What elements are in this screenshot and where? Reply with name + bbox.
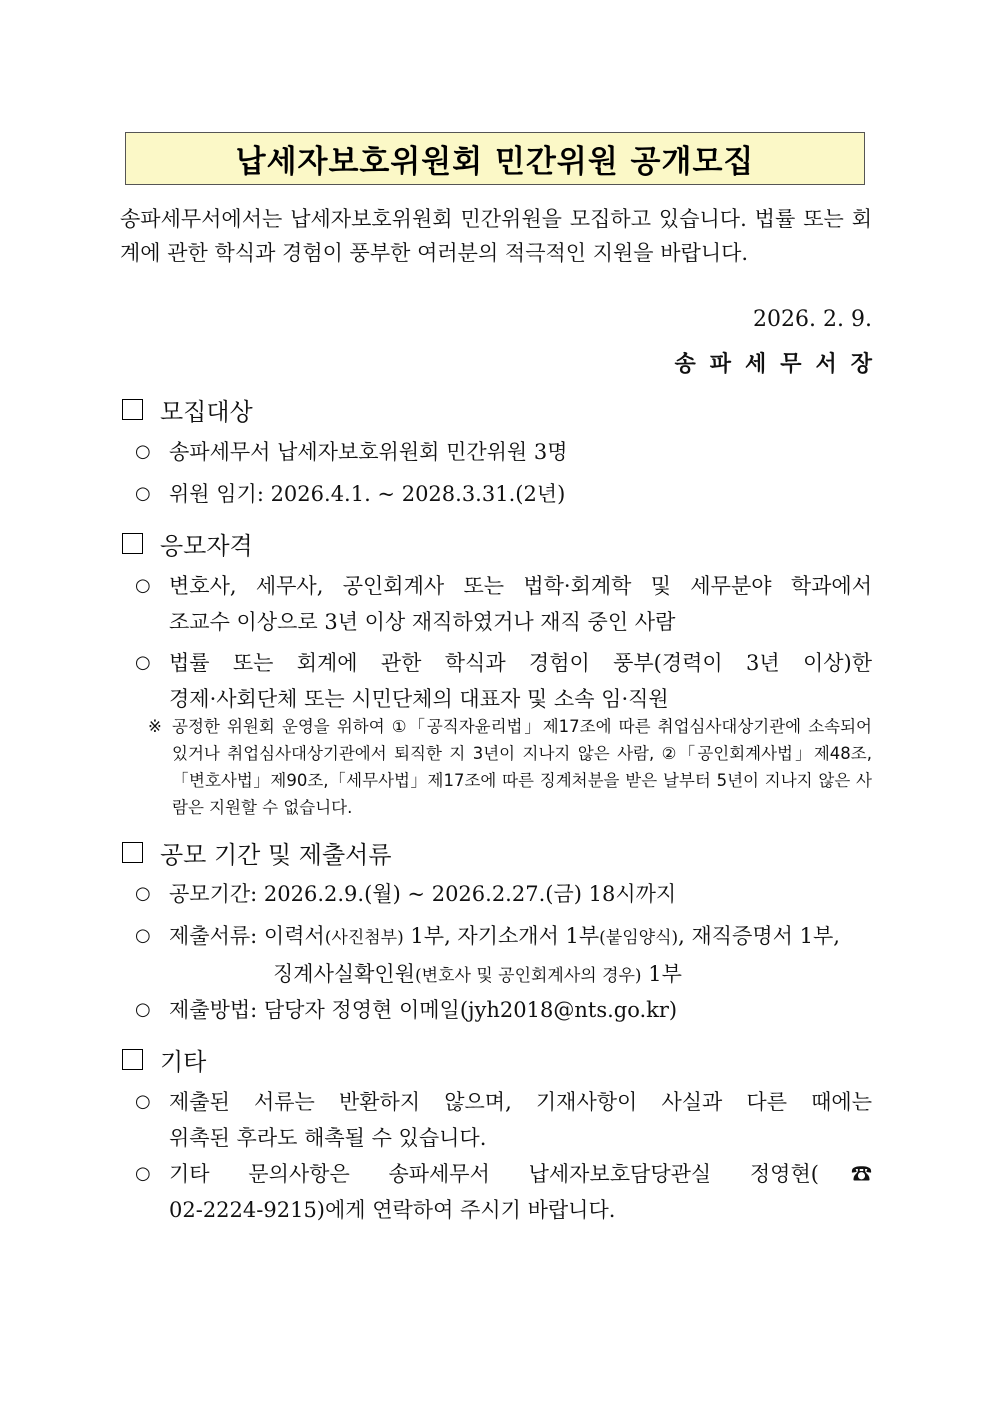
intro-paragraph: 송파세무서에서는 납세자보호위원회 민간위원을 모집하고 있습니다. 법률 또는 회계에 관한 학식과 경험이 풍부한 여러분의 적극적인 지원을 바랍니다. [120,207,872,265]
title-banner [125,132,865,185]
circle-bullet-icon: ○ [135,483,151,504]
docs-part: 1부, 자기소개서 1부 [410,924,600,948]
item-line: 조교수 이상으로 3년 이상 재직하였거나 재직 중인 사람 [169,610,676,634]
docs-note: (붙임양식) [599,928,679,948]
docs-part: 1부 [648,962,682,986]
checkbox-square-icon [122,842,143,863]
item-text: 위원 임기: 2026.4.1. ~ 2028.3.31.(2년) [169,482,566,506]
item-line: 02-2224-9215)에게 연락하여 주시기 바랍니다. [169,1198,616,1222]
circle-bullet-icon: ○ [135,441,151,462]
item-line: 제출된 서류는 반환하지 않으며, 기재사항이 사실과 다른 때에는 [169,1090,872,1114]
list-item [135,645,872,717]
docs-note: (사진첨부) [324,928,404,948]
circle-bullet-icon: ○ [135,999,151,1020]
checkbox-square-icon [122,399,143,420]
docs-part: , 재직증명서 1부, [678,924,840,948]
list-item [135,876,872,912]
item-text: 공모기간: 2026.2.9.(월) ~ 2026.2.27.(금) 18시까지 [169,882,677,906]
item-text [169,1156,872,1228]
section-heading-target [122,392,253,427]
item-text: 송파세무서 납세자보호위원회 민간위원 3명 [169,440,568,464]
item-line: 경제·사회단체 또는 시민단체의 대표자 및 소속 임·직원 [169,687,669,711]
notice-date: 2026. 2. 9. [753,307,872,332]
docs-note: (변호사 및 공인회계사의 경우) [415,966,642,986]
list-item [135,434,872,470]
item-line: 변호사, 세무사, 공인회계사 또는 법학·회계학 및 세무분야 학과에서 [169,574,872,598]
checkbox-square-icon [122,1049,143,1070]
circle-bullet-icon: ○ [135,1163,151,1184]
eligibility-note [148,713,872,821]
item-text [169,568,872,640]
circle-bullet-icon: ○ [135,883,151,904]
section-heading-qualification [122,526,253,561]
list-item [135,568,872,640]
list-item [135,1156,872,1228]
item-line: 법률 또는 회계에 관한 학식과 경험이 풍부(경력이 3년 이상)한 [169,651,872,675]
circle-bullet-icon: ○ [135,652,151,673]
item-line: 기타 문의사항은 송파세무서 납세자보호담당관실 정영현(☎ [169,1162,872,1186]
page-title: 납세자보호위원회 민간위원 공개모집 [235,144,755,180]
reference-mark-icon: ※ [148,717,162,736]
section-title: 모집대상 [160,398,253,426]
item-text [169,1084,872,1156]
note-text: 공정한 위원회 운영을 위하여 ①「공직자윤리법」제17조에 따른 취업심사대상기관에 소속되어 있거나 취업심사대상기관에서 퇴직한 지 3년이 지나지 않은 사람, ②「공인회계사법」제48조,「변호사법」제90조,「세무사법」제17조에 따른 징계처분을 받은 날부터 5년이 지나지 않은 사람은 지원할 수 없습니다. [172,717,872,817]
docs-part: 징계사실확인원 [273,962,416,986]
circle-bullet-icon: ○ [135,575,151,596]
list-item [135,476,872,512]
item-text [169,918,872,994]
section-heading-etc [122,1042,206,1077]
item-text: 제출방법: 담당자 정영현 이메일(jyh2018@nts.go.kr) [169,998,678,1022]
list-item [135,992,872,1028]
circle-bullet-icon: ○ [135,925,151,946]
docs-part: 이력서 [263,924,325,948]
section-heading-period [122,835,392,870]
item-text [169,645,872,717]
checkbox-square-icon [122,533,143,554]
docs-label: 제출서류: [169,924,258,948]
section-title: 기타 [160,1048,207,1076]
section-title: 공모 기간 및 제출서류 [160,841,392,869]
docs-second-line [169,956,872,994]
list-item [135,1084,872,1156]
list-item [135,918,872,994]
item-line: 위촉된 후라도 해촉될 수 있습니다. [169,1126,487,1150]
signer-name: 송파세무서장 [674,352,886,377]
section-title: 응모자격 [160,532,253,560]
circle-bullet-icon: ○ [135,1091,151,1112]
